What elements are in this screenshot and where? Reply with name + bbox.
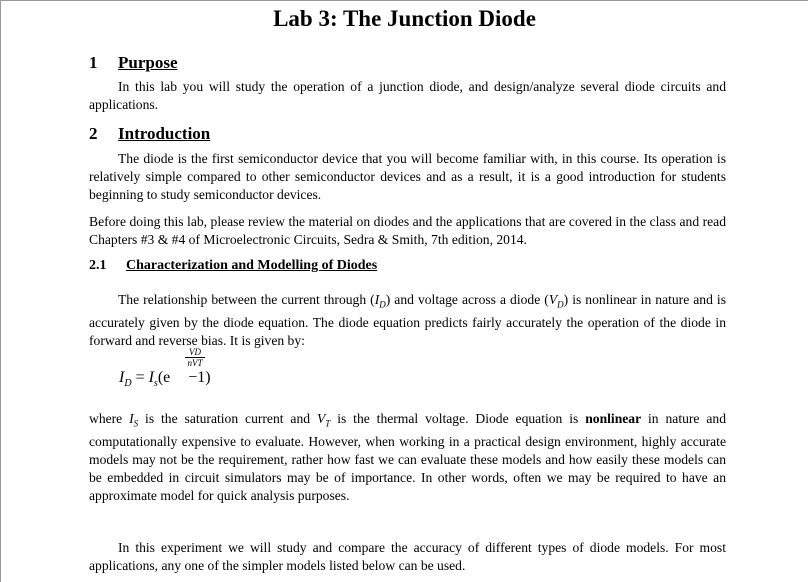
- exponent-fraction: VD nVT: [185, 347, 205, 368]
- purpose-paragraph: In this lab you will study the operation of a junction diode, and design/analyze several diode circuits and applications.: [89, 79, 726, 112]
- section-title: Purpose: [118, 53, 178, 72]
- diode-equation: VD nVT $I_D = I_s(e -1)$: [119, 347, 211, 390]
- document-title: Lab 3: The Junction Diode: [273, 6, 536, 31]
- section-heading-purpose: [89, 53, 178, 73]
- subsection-title: Characterization and Modelling of Diodes: [126, 258, 378, 273]
- experiment-paragraph: In this experiment we will study and compare the accuracy of different types of diode models. For most applications, any one of the simpler models listed below can be used.: [89, 540, 726, 573]
- intro-paragraph-1: The diode is the first semiconductor device that you will become familiar with, in this course. Its operation is relatively simple compared to other semiconductor devices and as a result, it is a good introduction for students beginning to study semiconductor devices.: [89, 151, 726, 202]
- saturation-symbol: $I_S$: [129, 411, 139, 429]
- diode-relation-paragraph: The relationship between the current through $(I_D)$ and voltage across a diode $(V_D)$ is nonlinear in nature and is accurately given by the diode equation. The diode equation predicts fairly accurately the operation of the diode in forward and reverse bias. It is given by:: [89, 292, 726, 348]
- section-number: 2: [89, 124, 98, 143]
- section-number: 1: [89, 53, 98, 72]
- voltage-symbol: $V_D$: [548, 292, 564, 310]
- section-title: Introduction: [118, 124, 211, 143]
- saturation-current-paragraph: where $I_S$ is the saturation current and $V_T$ is the thermal voltage. Diode equation is nonlinear in nature and computationally expensive to evaluate. However, when working in a practical design environment, highly accurate models may not be the requirement, rather how fast we can evaluate these models and how easily these models can be embedded in circuit simulators may be of importance. In other words, often we may be required to have an approximate model for quick analysis purposes.: [89, 411, 726, 503]
- thermal-voltage-symbol: $V_T$: [316, 411, 331, 429]
- subsection-heading: [89, 258, 377, 274]
- intro-paragraph-2: Before doing this lab, please review the material on diodes and the applications that are covered in the class and read Chapters #3 & #4 of Microelectronic Circuits, Sedra & Smith, 7th edition, 2014.: [89, 214, 726, 247]
- nonlinear-emphasis: nonlinear: [585, 411, 642, 426]
- subsection-number: 2.1: [89, 258, 107, 273]
- current-symbol: $I_D$: [374, 292, 386, 310]
- section-heading-introduction: [89, 124, 210, 144]
